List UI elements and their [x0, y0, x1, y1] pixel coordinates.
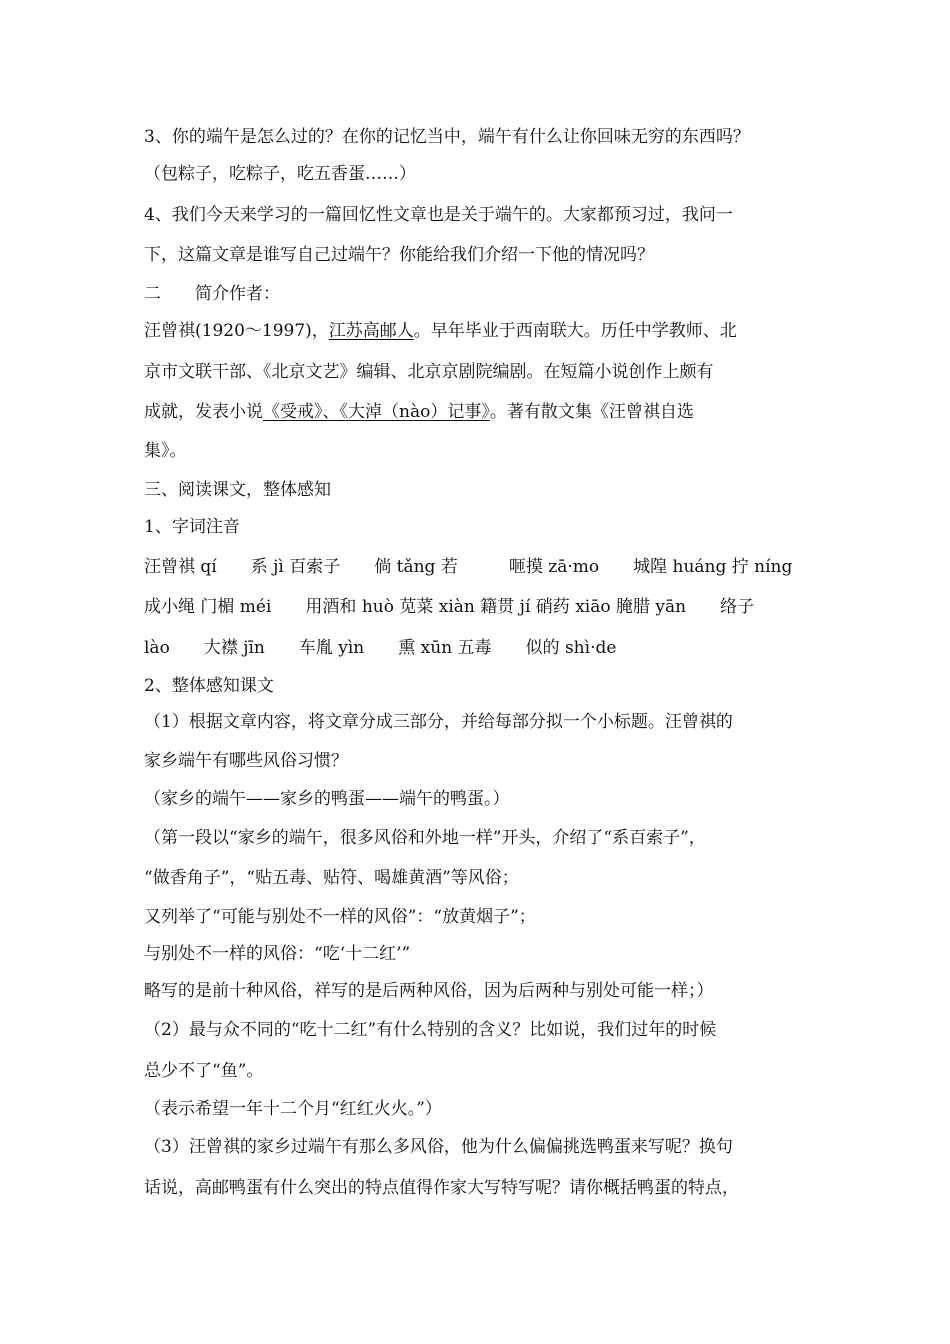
text-line: （第一段以“家乡的端午，很多风俗和外地一样”开头，介绍了“系百索子”，: [144, 828, 706, 848]
section-heading: 二 简介作者：: [144, 284, 280, 304]
text-line: 与别处不一样的风俗：“吃‘十二红’”: [144, 944, 411, 964]
author-intro-text: 。早年毕业于西南联大。历任中学教师、北: [413, 321, 737, 341]
text-line: 略写的是前十种风俗，祥写的是后两种风俗，因为后两种与别处可能一样；）: [144, 981, 714, 1001]
author-works-text: 成就，发表小说: [144, 402, 263, 422]
author-works-line: [144, 401, 694, 423]
text-line: 又列举了“可能与别处不一样的风俗”：“放黄烟子”；: [144, 907, 536, 927]
text-line: 3、你的端午是怎么过的？在你的记忆当中，端午有什么让你回味无穷的东西吗？: [144, 127, 750, 147]
text-line: 集》。: [144, 441, 187, 461]
text-line: 家乡端午有哪些风俗习惯？: [144, 751, 348, 771]
text-line: 下，这篇文章是谁写自己过端午？你能给我们介绍一下他的情况吗？: [144, 245, 654, 265]
section-heading: 三、阅读课文，整体感知: [144, 480, 331, 500]
subsection-heading: 1、字词注音: [144, 517, 240, 537]
text-line: 京市文联干部、《北京文艺》编辑、北京京剧院编剧。在短篇小说创作上颇有: [144, 362, 714, 382]
text-line: （2）最与众不同的“吃十二红”有什么特别的含义？比如说，我们过年的时候: [144, 1020, 717, 1040]
text-line: （家乡的端午——家乡的鸭蛋——端午的鸭蛋。）: [144, 789, 510, 809]
text-line: （包粽子，吃粽子，吃五香蛋……）: [144, 164, 416, 184]
text-line: 总少不了“鱼”。: [144, 1061, 264, 1081]
subsection-heading: 2、整体感知课文: [144, 676, 274, 696]
novel-titles: 《受戒》、《大淖（nào）记事》: [263, 402, 490, 422]
pinyin-line: lào 大襟 jīn 车胤 yìn 熏 xūn 五毒 似的 shì·de: [144, 638, 617, 658]
text-line: 4、我们今天来学习的一篇回忆性文章也是关于端午的。大家都预习过，我问一: [144, 205, 733, 225]
text-line: 话说，高邮鸭蛋有什么突出的特点值得作家大写特写呢？请你概括鸭蛋的特点，: [144, 1178, 739, 1198]
author-hometown: 江苏高邮人: [328, 321, 414, 341]
author-works-text: 。著有散文集《汪曾祺自选: [489, 402, 694, 422]
text-line: （表示希望一年十二个月“红红火火。”）: [144, 1099, 442, 1119]
pinyin-line: 汪曾祺 qí 系 jì 百索子 倘 tǎng 若 咂摸 zā·mo 城隍 huáng 拧 níng: [144, 557, 793, 577]
author-intro-text: 汪曾祺(1920～1997)，: [144, 321, 329, 341]
text-line: “做香角子”，“贴五毒、贴符、喝雄黄酒”等风俗；: [144, 868, 519, 888]
text-line: （3）汪曾祺的家乡过端午有那么多风俗，他为什么偏偏挑选鸭蛋来写呢？换句: [144, 1137, 733, 1157]
pinyin-line: 成小绳 门楣 méi 用酒和 huò 苋菜 xiàn 籍贯 jí 硝药 xiāo 腌腊 yān 络子: [144, 597, 755, 617]
author-intro-line: [144, 320, 737, 342]
text-line: （1）根据文章内容，将文章分成三部分，并给每部分拟一个小标题。汪曾祺的: [144, 712, 733, 732]
